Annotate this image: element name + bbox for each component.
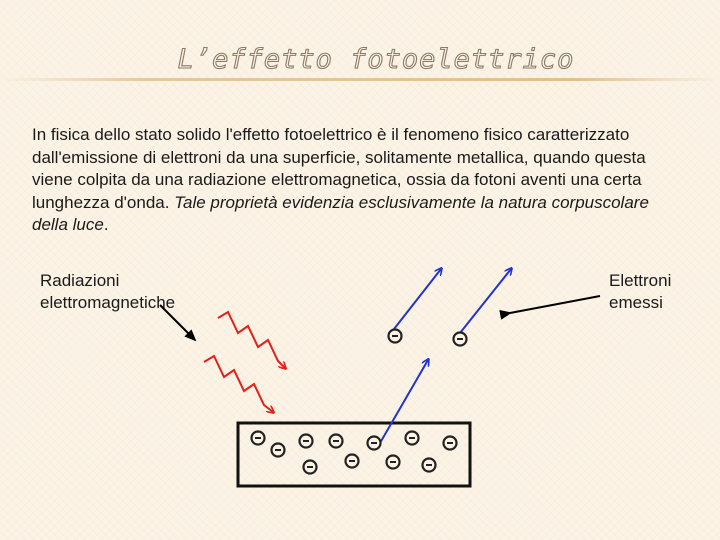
body-end-text: . (103, 215, 109, 234)
electron (300, 435, 313, 448)
electron (387, 456, 400, 469)
electron (454, 333, 467, 346)
emission-arrow-upper-left (394, 269, 441, 329)
pointer-arrow-electrons (510, 296, 600, 313)
electron (252, 432, 265, 445)
radiation-wave-1 (218, 312, 285, 368)
electron (389, 330, 402, 343)
body-main-text: In fisica dello stato solido l'effetto fotoelettrico è il fenomeno fisico caratterizzato dall'emissione di elettroni da una superficie, solitamente metallica, quando questa viene colpita da una radiazione elettromagnetica, ossia da fotoni aventi una certa lunghezza d'onda. (32, 125, 646, 212)
label-radiation-line1: Radiazioni (40, 271, 120, 290)
electron (346, 455, 359, 468)
label-electrons-line2: emessi (609, 293, 663, 312)
slide-title: L’effetto fotoelettrico (177, 44, 575, 75)
pointer-arrow-radiation (160, 305, 195, 340)
emission-arrow-upper-right (460, 269, 511, 333)
electron (423, 459, 436, 472)
body-italic-text: Tale proprietà evidenzia esclusivamente la natura corpuscolare della luce (32, 192, 649, 234)
electron (330, 435, 343, 448)
label-electrons-line1: Elettroni (609, 271, 672, 290)
electron (406, 432, 419, 445)
electron (368, 437, 381, 450)
emission-arrow-lower (380, 360, 428, 443)
radiation-wave-2 (204, 356, 273, 412)
electron (304, 461, 317, 474)
label-radiation-line2: elettromagnetiche (40, 293, 176, 312)
electron (444, 437, 457, 450)
electrons-group (252, 330, 467, 474)
electron (272, 444, 285, 457)
